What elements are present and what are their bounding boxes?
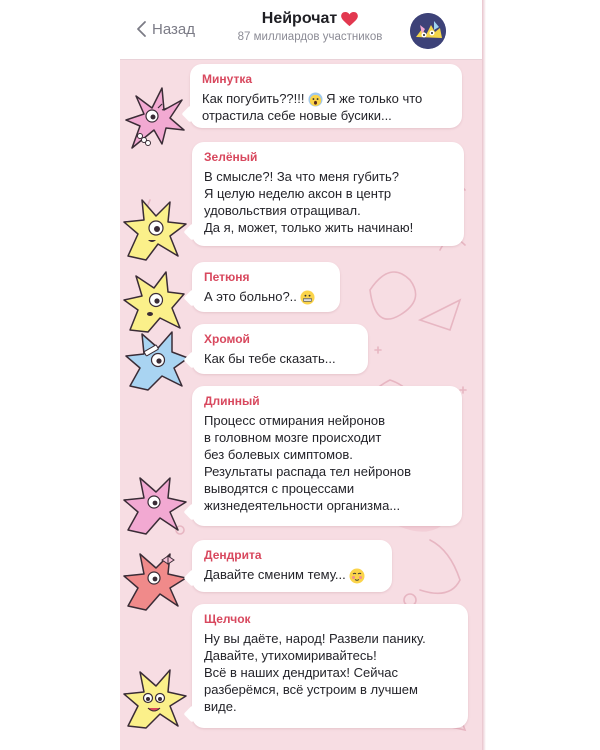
message-bubble[interactable] [192, 604, 468, 728]
message-sender: Минутка [202, 72, 252, 86]
neuron-group-avatar-icon [410, 13, 446, 49]
message-bubble[interactable] [190, 64, 462, 128]
chat-screen [120, 0, 482, 750]
message-sender: Дендрита [204, 548, 262, 562]
back-button[interactable] [136, 20, 195, 38]
message-text-part: Давайте сменим тему... [204, 567, 346, 582]
blush-emoji-icon [349, 568, 365, 584]
heart-icon [341, 12, 358, 27]
participants-count: 87 миллиардов участников [237, 31, 383, 43]
message-text [204, 566, 380, 584]
neuron-pink-beads-avatar [122, 86, 186, 152]
message-text [204, 288, 328, 305]
chevron-left-icon [136, 20, 147, 38]
chat-header [120, 0, 482, 60]
message-text-part: Как погубить??!!! [202, 91, 305, 106]
message-sender: Длинный [204, 394, 260, 408]
message-bubble[interactable] [192, 262, 340, 312]
message-bubble[interactable] [192, 142, 464, 246]
message-bubble[interactable] [192, 324, 368, 374]
message-sender: Зелёный [204, 150, 258, 164]
message-text: Ну вы даёте, народ! Развели панику. Давайте, утихомиривайтесь! Всё в наших дендритах! Сейчас разберёмся, всё устроим в лучшем виде. [204, 631, 426, 714]
chat-avatar[interactable] [410, 13, 446, 49]
message-text [202, 90, 450, 124]
page-edge-divider [482, 0, 486, 750]
neuron-blue-bandaged-avatar [124, 328, 190, 394]
neuron-red-bow-avatar [122, 548, 188, 612]
neuron-pink-long-avatar [122, 472, 188, 536]
message-sender: Петюня [204, 270, 250, 284]
message-text-part: Я же только что отрастила себе новые бусики... [202, 91, 423, 124]
message-text: В смысле?! За что меня губить? Я целую неделю аксон в центр удовольствия отращивал. Да я, может, только жить начинаю! [204, 169, 414, 235]
message-text: Процесс отмирания нейронов в головном мозге происходит без болевых симптомов. Результаты распада тел нейронов выводятся с процессами жизнедеятельности организма... [204, 413, 411, 513]
message-text: Как бы тебе сказать... [204, 351, 336, 366]
message-text-part: А это больно?.. [204, 289, 297, 304]
chat-title [262, 10, 358, 28]
chat-title-text: Нейрочат [261, 10, 338, 27]
neuron-yellow-avatar [122, 196, 188, 262]
grimace-emoji-icon [300, 290, 315, 305]
neuron-yellow-smiling-avatar [122, 664, 188, 730]
neuron-yellow-worried-avatar [122, 268, 186, 334]
message-sender: Хромой [204, 332, 250, 346]
message-sender: Щелчок [204, 612, 251, 626]
message-bubble[interactable] [192, 386, 462, 526]
back-label: Назад [152, 20, 195, 38]
scream-emoji-icon [308, 92, 323, 107]
message-bubble[interactable] [192, 540, 392, 592]
chat-title-block [220, 10, 400, 43]
